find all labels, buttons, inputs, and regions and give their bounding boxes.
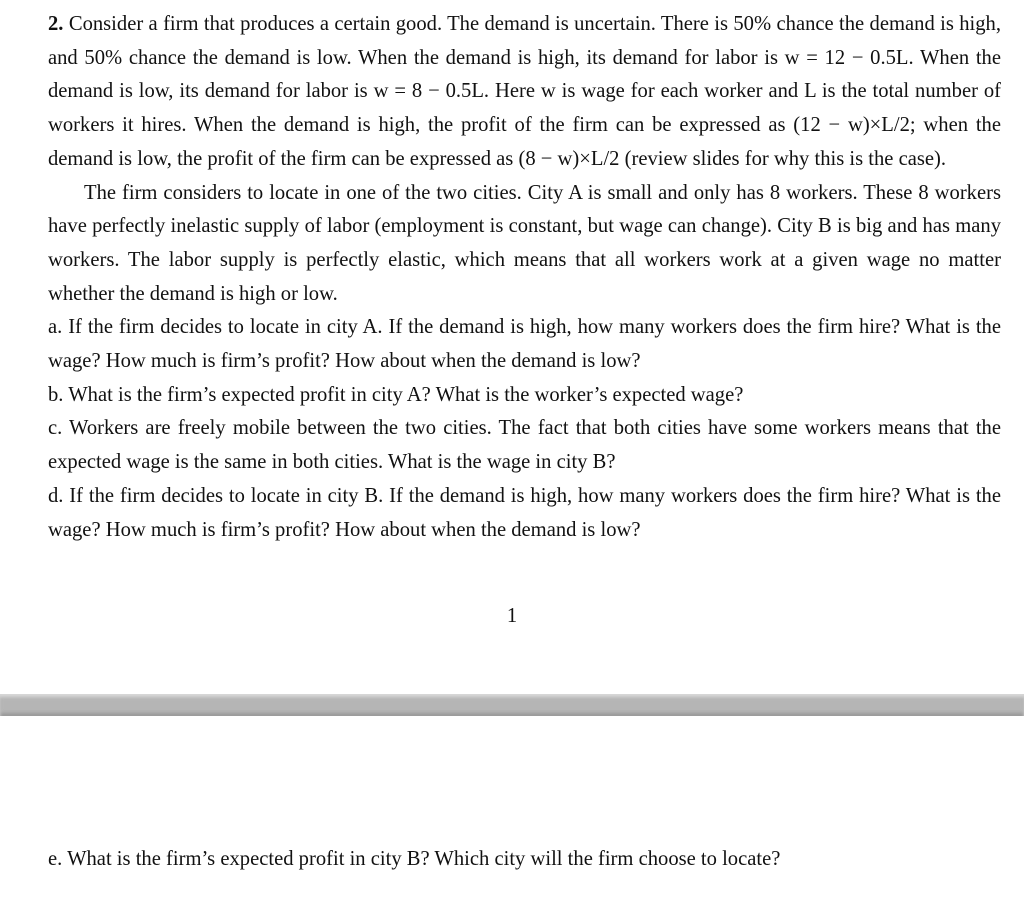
page-number: 1 — [506, 605, 518, 627]
page-separator — [0, 694, 1024, 716]
document-page-2 — [0, 716, 1024, 908]
question-intro-paragraph — [48, 8, 1001, 177]
part-a: a. If the firm decides to locate in city A. If the demand is high, how many workers does the firm hire? What is the wage? How much is firm’s profit? How about when the demand is low? — [48, 316, 1001, 373]
question-intro: Consider a firm that produces a certain good. The demand is uncertain. There is 50% chance the demand is high, and 50% chance the demand is low. When the demand is high, its demand for labor is w = 12 − 0.5L. When the demand is low, its demand for labor is w = 8 − 0.5L. Here w is wage for each worker and L is the total number of workers it hires. When the demand is high, the profit of the firm can be expressed as (12 − w)×L/2; when the demand is low, the profit of the firm can be expressed as (8 − w)×L/2 (review slides for why this is the case). — [48, 13, 1001, 170]
part-c: c. Workers are freely mobile between the two cities. The fact that both cities have some workers means that the expected wage is the same in both cities. What is the wage in city B? — [48, 417, 1001, 474]
part-e: e. What is the firm’s expected profit in city B? Which city will the firm choose to locate? — [48, 848, 781, 870]
part-b: b. What is the firm’s expected profit in city A? What is the worker’s expected wage? — [48, 383, 744, 406]
part-d: d. If the firm decides to locate in city B. If the demand is high, how many workers does the firm hire? What is the wage? How much is firm’s profit? How about when the demand is low? — [48, 484, 1001, 541]
question-body — [48, 8, 1001, 547]
question-number: 2. — [48, 13, 64, 35]
question-context: The firm considers to locate in one of the two cities. City A is small and only has 8 workers. These 8 workers have perfectly inelastic supply of labor (employment is constant, but wage can change). City B is big and has many workers. The labor supply is perfectly elastic, which means that all workers work at a given wage no matter whether the demand is high or low. — [48, 181, 1001, 305]
